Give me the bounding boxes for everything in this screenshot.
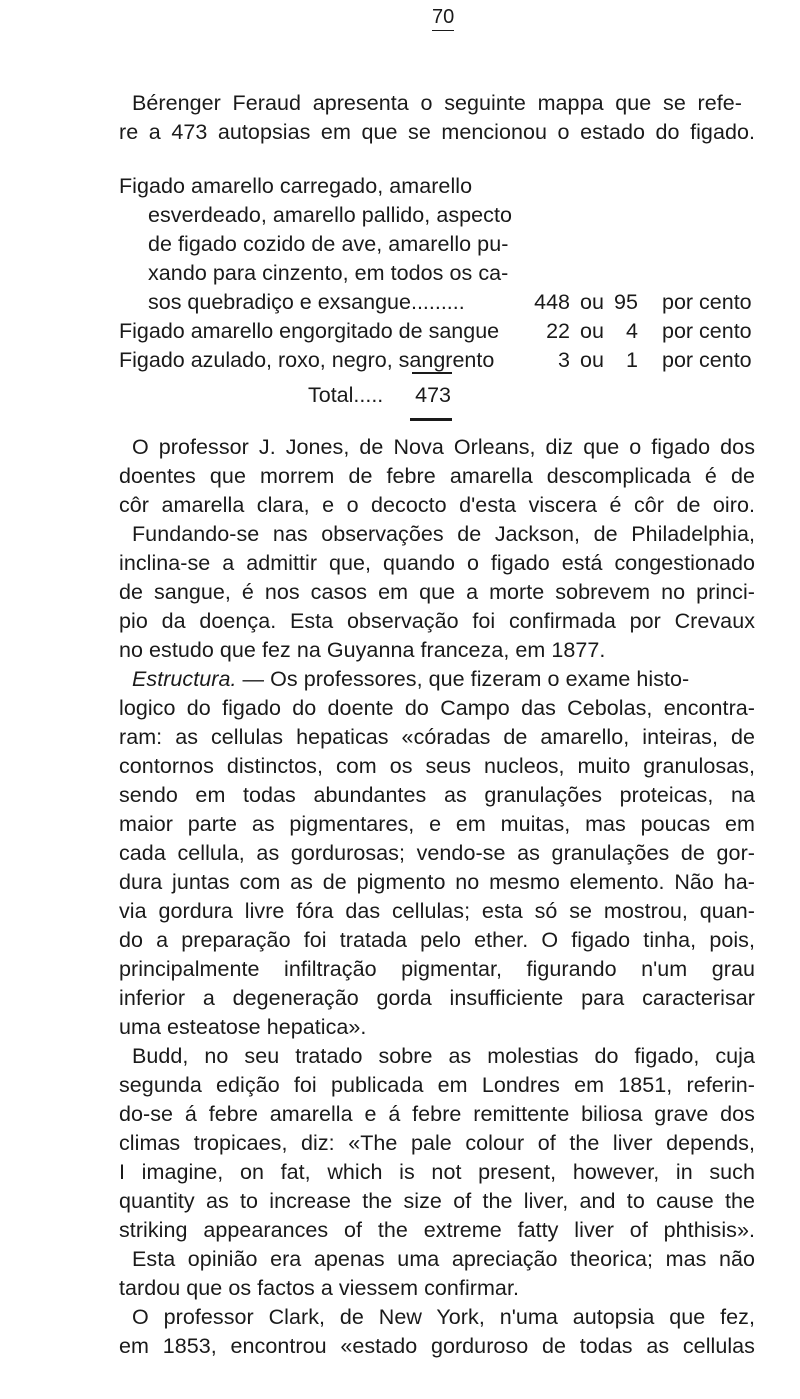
- p1-line-1: O professor J. Jones, de Nova Orleans, diz que o figado dos: [132, 435, 755, 459]
- p3-line-9: via gordura livre fóra das cellulas; esta só se mostrou, quan-: [119, 899, 755, 923]
- table-row2-pct-label: por cento: [662, 319, 752, 343]
- p3-line-1: Estructura. — Os professores, que fizeram o exame histo-: [132, 667, 690, 691]
- p4-line-4: climas tropicaes, diz: «The pale colour of the liver depends,: [119, 1131, 755, 1155]
- table-row3-pct: 1: [626, 348, 638, 372]
- p1-line-3: côr amarella clara, e o decocto d'esta viscera é côr de oiro.: [119, 493, 755, 517]
- p1-line-2: doentes que morrem de febre amarella descomplicada é de: [119, 464, 755, 488]
- table-row3-pct-label: por cento: [662, 348, 752, 372]
- table-row1-desc-line-2: esverdeado, amarello pallido, aspecto: [148, 203, 512, 227]
- table-total-label: Total.....: [308, 383, 384, 407]
- p4-line-7: striking appearances of the extreme fatty liver of phthisis».: [119, 1218, 755, 1242]
- p5-line-1: Esta opinião era apenas uma apreciação theorica; mas não: [132, 1247, 755, 1271]
- p4-line-3: do-se á febre amarella e á febre remittente biliosa grave dos: [119, 1102, 755, 1126]
- table-row1-count: 448: [534, 290, 570, 314]
- p2-line-1: Fundando-se nas observações de Jackson, de Philadelphia,: [132, 522, 755, 546]
- p4-line-6: quantity as to increase the size of the liver, and to cause the: [119, 1189, 755, 1213]
- p4-line-2: segunda edição foi publicada em Londres em 1851, referin-: [119, 1073, 755, 1097]
- p6-line-1: O professor Clark, de New York, n'uma autopsia que fez,: [132, 1305, 755, 1329]
- table-row1-desc-line-1: Figado amarello carregado, amarello: [119, 174, 473, 198]
- p3-line-2: logico do figado do doente do Campo das Cebolas, encontra-: [119, 696, 755, 720]
- p2-line-4: pio da doença. Esta observação foi confirmada por Crevaux: [119, 609, 755, 633]
- p3-line-6: maior parte as pigmentares, e em muitas, mas poucas em: [119, 812, 755, 836]
- section-heading-estructura: Estructura.: [132, 667, 237, 691]
- p3-line-3: ram: as cellulas hepaticas «córadas de amarello, inteiras, de: [119, 725, 755, 749]
- p5-line-2: tardou que os factos a viessem confirmar.: [119, 1276, 519, 1300]
- table-row2-desc: Figado amarello engorgitado de sangue: [119, 319, 500, 343]
- p2-line-5: no estudo que fez na Guyanna franceza, em 1877.: [119, 638, 606, 662]
- table-row1-desc-line-3: de figado cozido de ave, amarello pu-: [148, 232, 509, 256]
- table-row2-count: 22: [546, 319, 570, 343]
- table-total-value: 473: [415, 383, 451, 407]
- table-row3-count: 3: [558, 348, 570, 372]
- table-row3-conj: ou: [580, 348, 604, 372]
- p4-line-5: I imagine, on fat, which is not present, however, in such: [119, 1160, 755, 1184]
- table-row2-conj: ou: [580, 319, 604, 343]
- p3-line-11: principalmente infiltração pigmentar, figurando n'um grau: [119, 957, 755, 981]
- table-row1-conj: ou: [580, 290, 604, 314]
- sum-rule: [412, 372, 452, 374]
- total-double-rule: [410, 418, 452, 421]
- intro-line-2: re a 473 autopsias em que se mencionou o estado do figado.: [119, 120, 755, 144]
- p3-line-12: inferior a degeneração gorda insufficiente para caracterisar: [119, 986, 755, 1010]
- table-row1-last: sos quebradiço e exsangue.........: [148, 290, 465, 314]
- p4-line-1: Budd, no seu tratado sobre as molestias do figado, cuja: [132, 1044, 755, 1068]
- table-row1-pct: 95: [614, 290, 638, 314]
- table-row3-desc: Figado azulado, roxo, negro, sangrento: [119, 348, 495, 372]
- table-row1-pct-label: por cento: [662, 290, 752, 314]
- p3-line-13: uma esteatose hepatica».: [119, 1015, 367, 1039]
- p2-line-3: de sangue, é nos casos em que a morte sobrevem no princi-: [119, 580, 755, 604]
- p3-line-10: do a preparação foi tratada pelo ether. O figado tinha, pois,: [119, 928, 755, 952]
- intro-line-1: Bérenger Feraud apresenta o seguinte mappa que se refe-: [132, 91, 742, 115]
- page-number: 70: [432, 6, 454, 31]
- table-row2-pct: 4: [626, 319, 638, 343]
- table-row1-desc-line-4: xando para cinzento, em todos os ca-: [148, 261, 509, 285]
- p6-line-2: em 1853, encontrou «estado gorduroso de todas as cellulas: [119, 1334, 755, 1358]
- p3-line-4: contornos distinctos, com os seus nucleos, muito granulosas,: [119, 754, 755, 778]
- p3-line-8: dura juntas com as de pigmento no mesmo elemento. Não ha-: [119, 870, 755, 894]
- p3-line-5: sendo em todas abundantes as granulações proteicas, na: [119, 783, 755, 807]
- p3-line-7: cada cellula, as gordurosas; vendo-se as granulações de gor-: [119, 841, 755, 865]
- p2-line-2: inclina-se a admittir que, quando o figado está congestionado: [119, 551, 755, 575]
